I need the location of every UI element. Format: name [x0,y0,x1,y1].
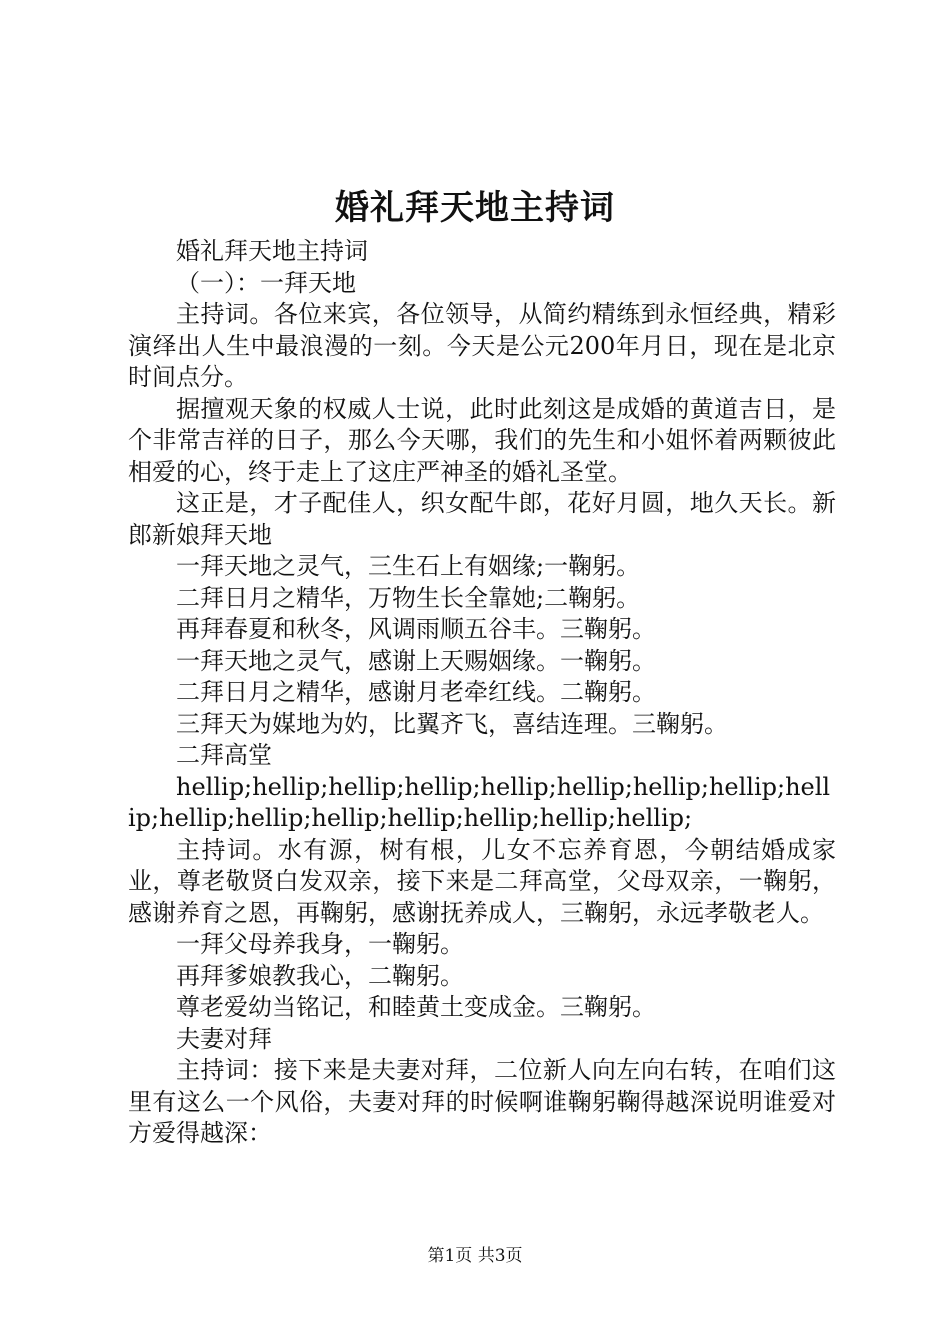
paragraph: 二拜日月之精华，万物生长全靠她;二鞠躬。 [176,583,641,612]
paragraph: 一拜天地之灵气，感谢上天赐姻缘。一鞠躬。 [176,646,656,675]
paragraph: 尊老爱幼当铭记，和睦黄土变成金。三鞠躬。 [176,993,656,1021]
paragraph: 这正是，才子配佳人，织女配牛郎，花好月圆，地久天长。新郎新娘拜天地 [128,489,836,549]
paragraph: 再拜春夏和秋冬，风调雨顺五谷丰。三鞠躬。 [176,615,656,643]
section-heading: 二拜高堂 [176,741,272,769]
section-heading: 夫妻对拜 [176,1024,272,1053]
paragraph: 二拜日月之精华，感谢月老牵红线。二鞠躬。 [176,678,656,706]
paragraph: 据擅观天象的权威人士说，此时此刻这是成婚的黄道吉日，是个非常吉祥的日子，那么今天哪，我们的先生和小姐怀着两颗彼此相爱的心，终于走上了这庄严神圣的婚礼圣堂。 [128,394,836,486]
page-title: 婚礼拜天地主持词 [335,188,615,228]
document-body [128,236,836,1150]
paragraph: 三拜天为媒地为妁，比翼齐飞，喜结连理。三鞠躬。 [176,709,728,738]
paragraph: 一拜父母养我身，一鞠躬。 [176,930,464,958]
section-heading: （一）：一拜天地 [176,268,356,297]
paragraph: 一拜天地之灵气，三生石上有姻缘;一鞠躬。 [176,552,641,580]
paragraph: 主持词。各位来宾，各位领导，从简约精练到永恒经典，精彩演绎出人生中最浪漫的一刻。今天是公元200年月日，现在是北京时间点分。 [128,300,836,391]
paragraph: 再拜爹娘教我心，二鞠躬。 [176,961,464,990]
paragraph: 主持词。水有源，树有根，儿女不忘养育恩，今朝结婚成家业，尊老敬贤白发双亲，接下来是二拜高堂，父母双亲，一鞠躬，感谢养育之恩，再鞠躬，感谢抚养成人，三鞠躬，永远孝敬老人。 [128,835,836,927]
paragraph: 主持词：接下来是夫妻对拜，二位新人向左向右转，在咱们这里有这么一个风俗，夫妻对拜的时候啊谁鞠躬鞠得越深说明谁爱对方爱得越深： [128,1056,836,1147]
paragraph: 婚礼拜天地主持词 [176,237,368,265]
page-number: 第1页 共3页 [427,1246,523,1266]
paragraph: hellip;hellip;hellip;hellip;hellip;hellip;hellip;hellip;hellip;hellip;hellip;hellip;hellip;hellip;hellip;hellip; [128,772,831,832]
